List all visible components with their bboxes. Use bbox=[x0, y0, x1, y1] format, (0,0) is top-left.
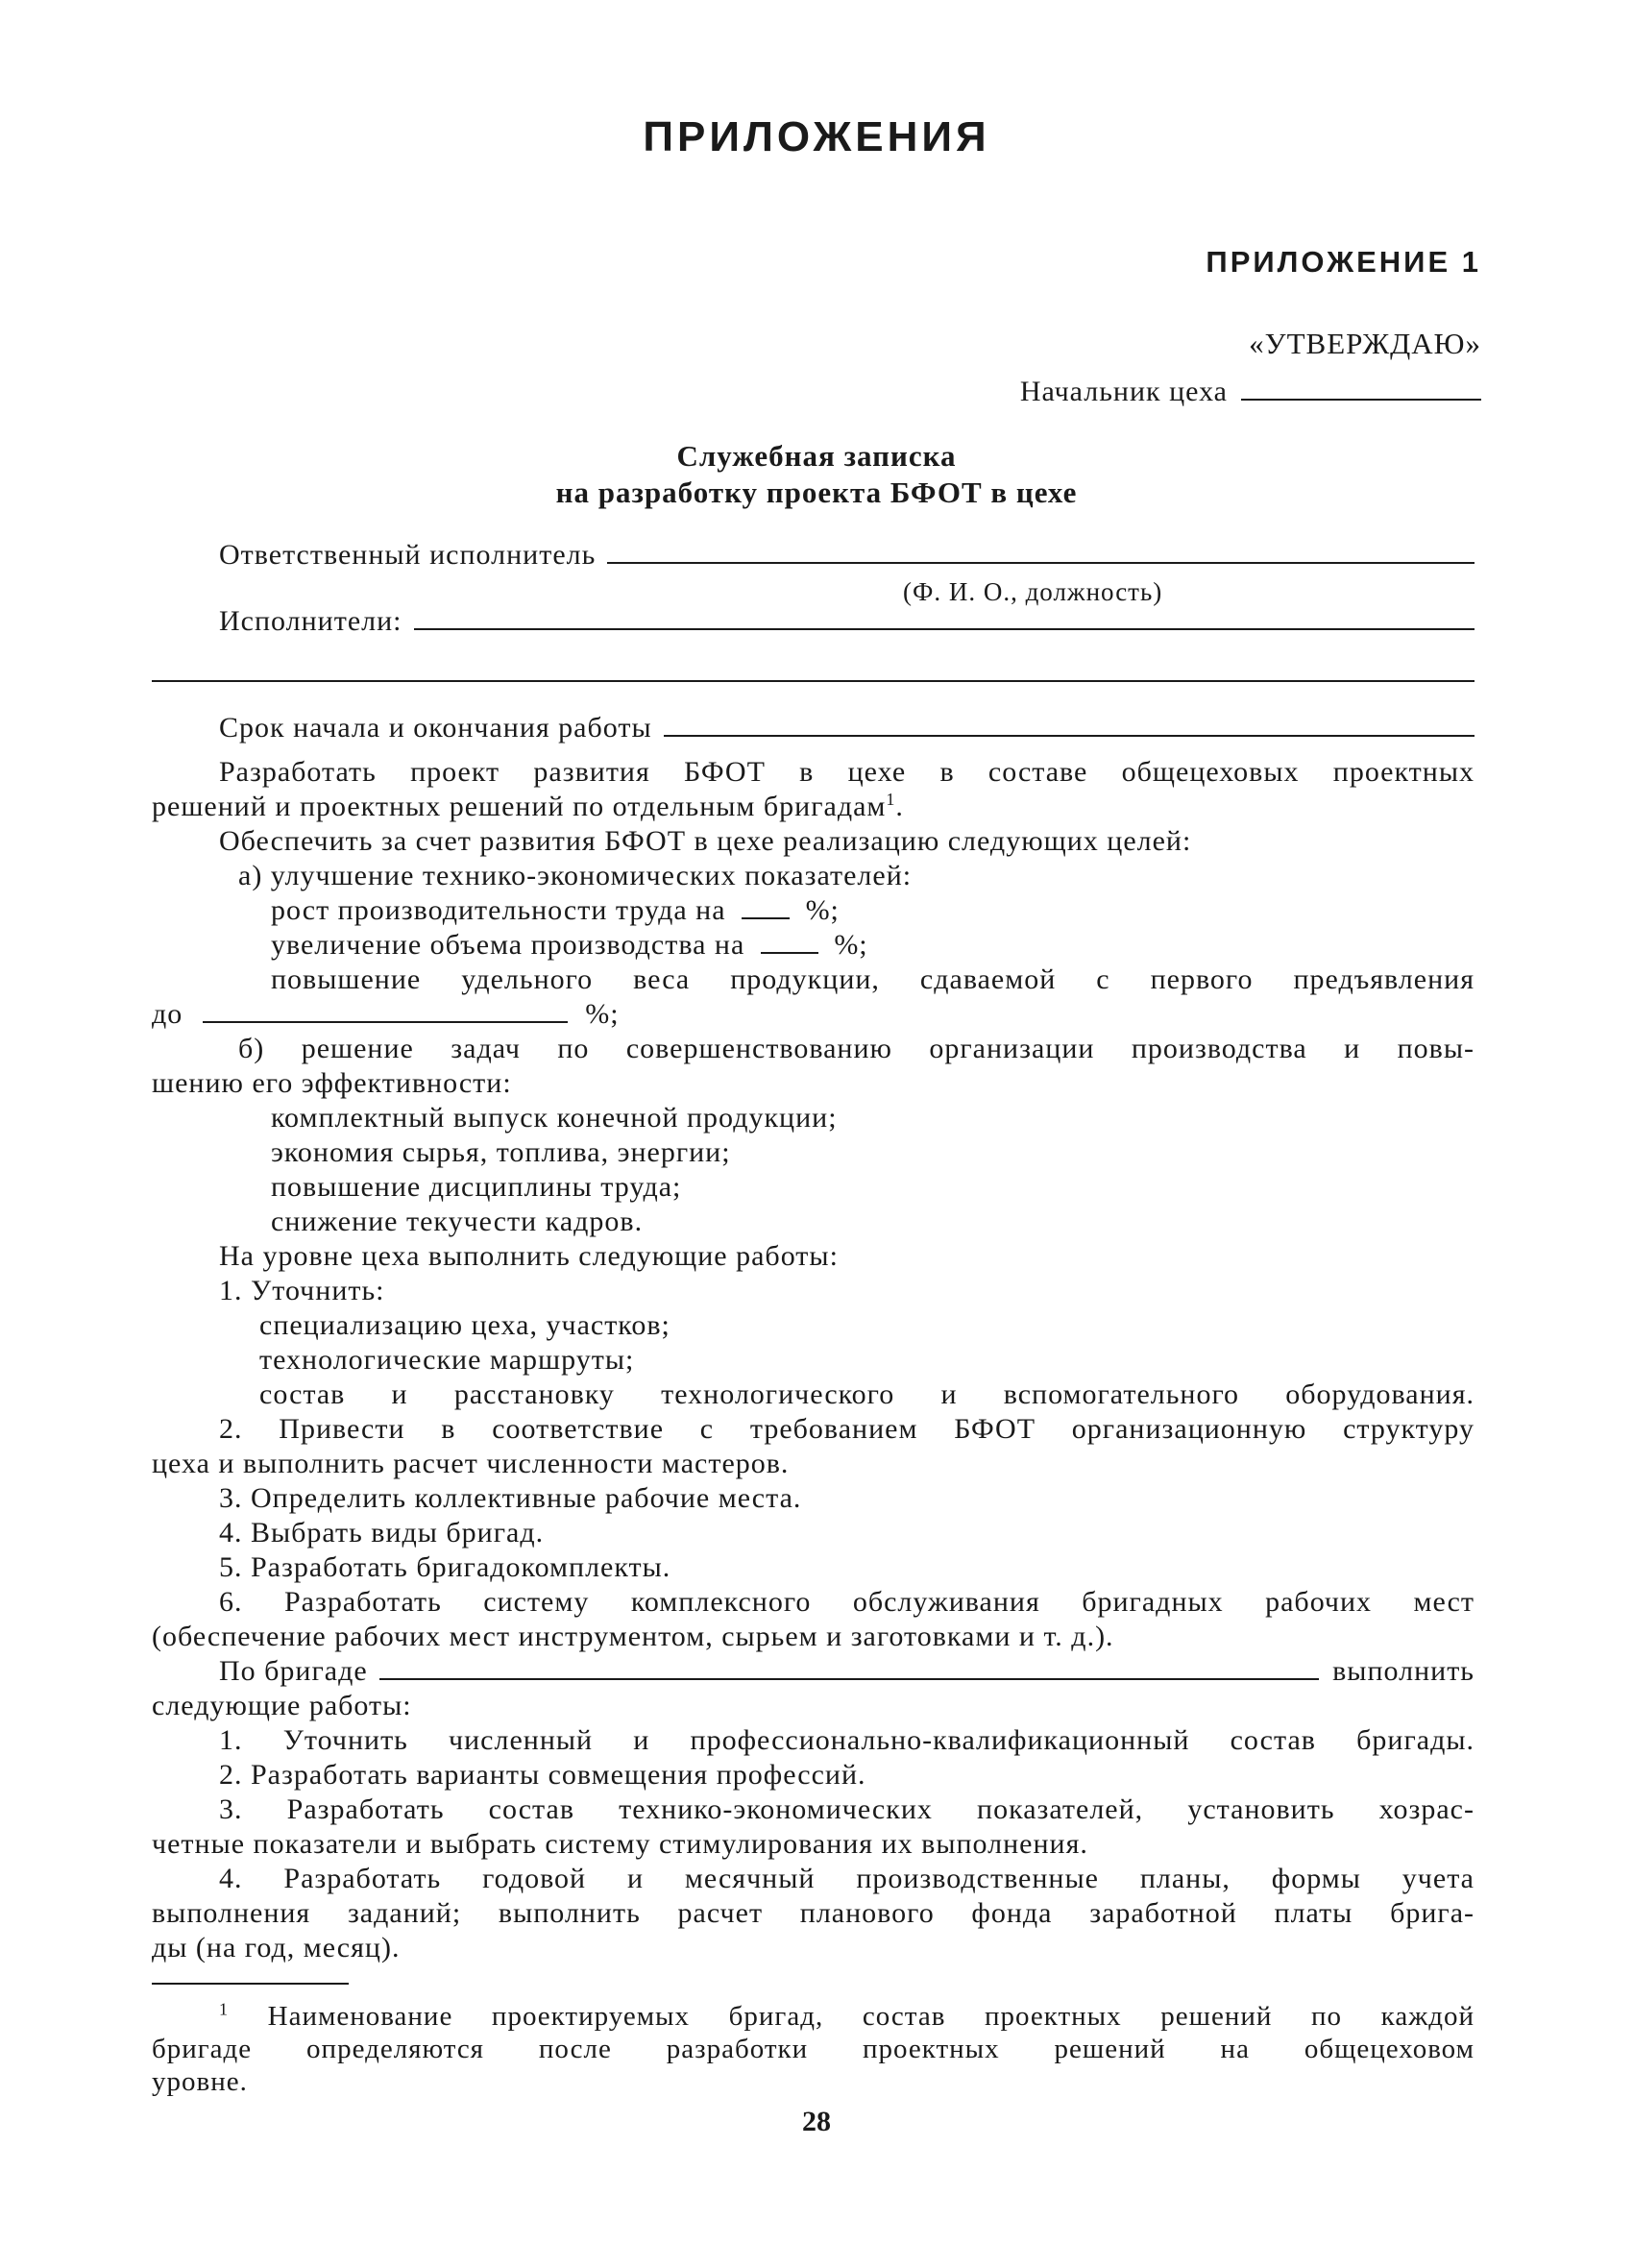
executors-blank-line bbox=[152, 680, 1475, 682]
list-item: 5. Разработать бригадокомплекты. bbox=[219, 1551, 671, 1583]
list-item: состав и расстановку технологического и вспомогательного оборудования. bbox=[259, 1378, 1475, 1410]
signature-blank bbox=[1241, 398, 1481, 401]
page-number: 28 bbox=[802, 2106, 831, 2137]
footnote-line bbox=[219, 2001, 1475, 2033]
brigade-blank bbox=[379, 1677, 1319, 1680]
brigade-label-end: выполнить bbox=[1332, 1655, 1475, 1687]
executors-label: Исполнители: bbox=[219, 605, 402, 637]
brigade-field bbox=[219, 1655, 1475, 1688]
chief-label: Начальник цеха bbox=[1019, 376, 1228, 407]
approval-stamp: «УТВЕРЖДАЮ» bbox=[1249, 327, 1481, 360]
responsible-blank bbox=[607, 561, 1475, 564]
list-item: повышение удельного веса продукции, сдаваемой с первого предъявления bbox=[271, 963, 1475, 995]
paragraph-line: На уровне цеха выполнить следующие работы: bbox=[219, 1240, 839, 1272]
responsible-field bbox=[219, 539, 1475, 572]
text: увеличение объема производства на bbox=[271, 929, 745, 961]
list-item: 3. Определить коллективные рабочие места. bbox=[219, 1482, 802, 1514]
list-item: 3. Разработать состав технико-экономических показателей, установить хозрас- bbox=[219, 1793, 1475, 1825]
list-item: повышение дисциплины труда; bbox=[271, 1171, 682, 1203]
list-item: 1. Уточнить численный и профессионально-квалификационный состав бригады. bbox=[219, 1724, 1475, 1756]
text: до bbox=[152, 998, 183, 1030]
list-item bbox=[152, 998, 620, 1031]
footnote-line: бригаде определяются после разработки проектных решений на общецеховом bbox=[152, 2034, 1475, 2064]
paragraph-line: Разработать проект развития БФОТ в цехе в составе общецеховых проектных bbox=[219, 756, 1475, 788]
appendix-heading: ПРИЛОЖЕНИЕ 1 bbox=[1206, 245, 1481, 279]
list-item: 4. Выбрать виды бригад. bbox=[219, 1517, 545, 1549]
text: решений и проектных решений по отдельным бригадам bbox=[152, 791, 887, 822]
percent-sign: %; bbox=[805, 894, 840, 926]
list-item: комплектный выпуск конечной продукции; bbox=[271, 1102, 838, 1134]
page-title: ПРИЛОЖЕНИЯ bbox=[643, 113, 990, 160]
paragraph-line: следующие работы: bbox=[152, 1690, 412, 1721]
list-item: снижение текучести кадров. bbox=[271, 1206, 644, 1237]
list-item: экономия сырья, топлива, энергии; bbox=[271, 1136, 731, 1168]
list-item: ды (на год, месяц). bbox=[152, 1932, 401, 1963]
list-item: шению его эффективности: bbox=[152, 1067, 512, 1099]
percent-sign: %; bbox=[585, 998, 620, 1030]
list-item: выполнения заданий; выполнить расчет планового фонда заработной платы брига- bbox=[152, 1897, 1475, 1929]
list-item: 2. Привести в соответствие с требованием БФОТ организационную структуру bbox=[219, 1413, 1475, 1445]
memo-title: Служебная записка bbox=[676, 439, 957, 473]
deadline-blank bbox=[664, 734, 1475, 737]
footnote-line: уровне. bbox=[152, 2066, 248, 2097]
percent-blank bbox=[203, 1021, 568, 1023]
list-item: 2. Разработать варианты совмещения профессий. bbox=[219, 1759, 866, 1791]
percent-sign: %; bbox=[834, 929, 868, 961]
list-item: цеха и выполнить расчет численности мастеров. bbox=[152, 1448, 790, 1479]
responsible-label: Ответственный исполнитель bbox=[219, 539, 597, 571]
paragraph-line bbox=[152, 791, 904, 823]
list-item: 4. Разработать годовой и месячный производственные планы, формы учета bbox=[219, 1863, 1475, 1894]
list-item bbox=[271, 929, 868, 962]
list-item: четные показатели и выбрать систему стимулирования их выполнения. bbox=[152, 1828, 1088, 1860]
brigade-label: По бригаде bbox=[219, 1655, 368, 1687]
percent-blank bbox=[742, 917, 790, 919]
list-item: 6. Разработать систему комплексного обслуживания бригадных рабочих мест bbox=[219, 1586, 1475, 1618]
footnote-mark: 1 bbox=[886, 790, 896, 809]
chief-signature-line bbox=[1020, 376, 1481, 408]
footnote-mark: 1 bbox=[219, 1999, 229, 2019]
deadline-field bbox=[219, 712, 1475, 744]
list-item: специализацию цеха, участков; bbox=[259, 1309, 670, 1341]
executors-blank bbox=[414, 627, 1475, 630]
list-item: (обеспечение рабочих мест инструментом, сырьем и заготовками и т. д.). bbox=[152, 1621, 1114, 1652]
responsible-hint: (Ф. И. О., должность) bbox=[903, 577, 1163, 606]
text: рост производительности труда на bbox=[271, 894, 726, 926]
deadline-label: Срок начала и окончания работы bbox=[219, 712, 652, 744]
text: Наименование проектируемых бригад, состав проектных решений по каждой bbox=[267, 2001, 1475, 2032]
list-item: технологические маршруты; bbox=[259, 1344, 635, 1376]
list-item: 1. Уточнить: bbox=[219, 1275, 385, 1306]
text: . bbox=[895, 791, 904, 822]
list-item bbox=[271, 894, 840, 927]
footnote-separator bbox=[152, 1983, 349, 1985]
percent-blank bbox=[761, 952, 818, 954]
paragraph-line: Обеспечить за счет развития БФОТ в цехе реализацию следующих целей: bbox=[219, 825, 1192, 857]
executors-field bbox=[219, 605, 1475, 638]
list-item: б) решение задач по совершенствованию организации производства и повы- bbox=[238, 1033, 1475, 1064]
memo-subtitle: на разработку проекта БФОТ в цехе bbox=[555, 476, 1078, 509]
list-item: а) улучшение технико-экономических показателей: bbox=[238, 860, 913, 891]
